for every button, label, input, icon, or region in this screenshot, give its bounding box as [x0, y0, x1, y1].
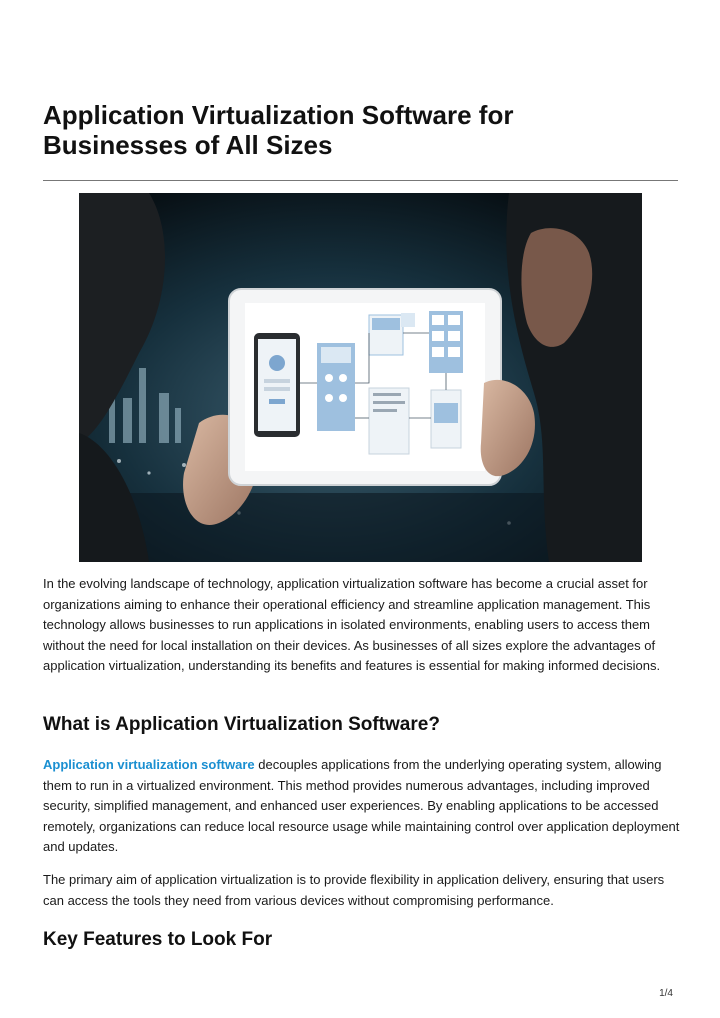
hero-illustration [79, 193, 642, 562]
application-virtualization-link[interactable]: Application virtualization software [43, 757, 255, 772]
what-is-paragraph [43, 755, 683, 858]
what-is-paragraph-text: decouples applications from the underlying operating system, allowing them to run in a virtualized environment. This method provides numerous advantages, including improved security, simplified management, and enhanced user experiences. By enabling applications to be accessed remotely, organizations can reduce local resource usage while maintaining control over application deployment and updates. [43, 757, 680, 855]
hero-image [79, 193, 642, 562]
primary-aim-paragraph: The primary aim of application virtualization is to provide flexibility in application delivery, ensuring that users can access the tools they need from various devices without compromising performance. [43, 872, 665, 908]
section-heading-what-is: What is Application Virtualization Software? [43, 714, 440, 735]
section-heading-key-features: Key Features to Look For [43, 929, 273, 950]
article-title: Application Virtualization Software for Businesses of All Sizes [43, 100, 514, 160]
intro-paragraph: In the evolving landscape of technology, application virtualization software has become a crucial asset for organizations aiming to enhance their operational efficiency and streamline application management. This technology allows businesses to run applications in isolated environments, enabling users to access them without the need for local installation on their devices. As businesses of all sizes explore the advantages of application virtualization, understanding its benefits and features is essential for making informed decisions. [43, 576, 661, 674]
title-divider [43, 180, 678, 181]
page-number: 1/4 [659, 988, 673, 999]
